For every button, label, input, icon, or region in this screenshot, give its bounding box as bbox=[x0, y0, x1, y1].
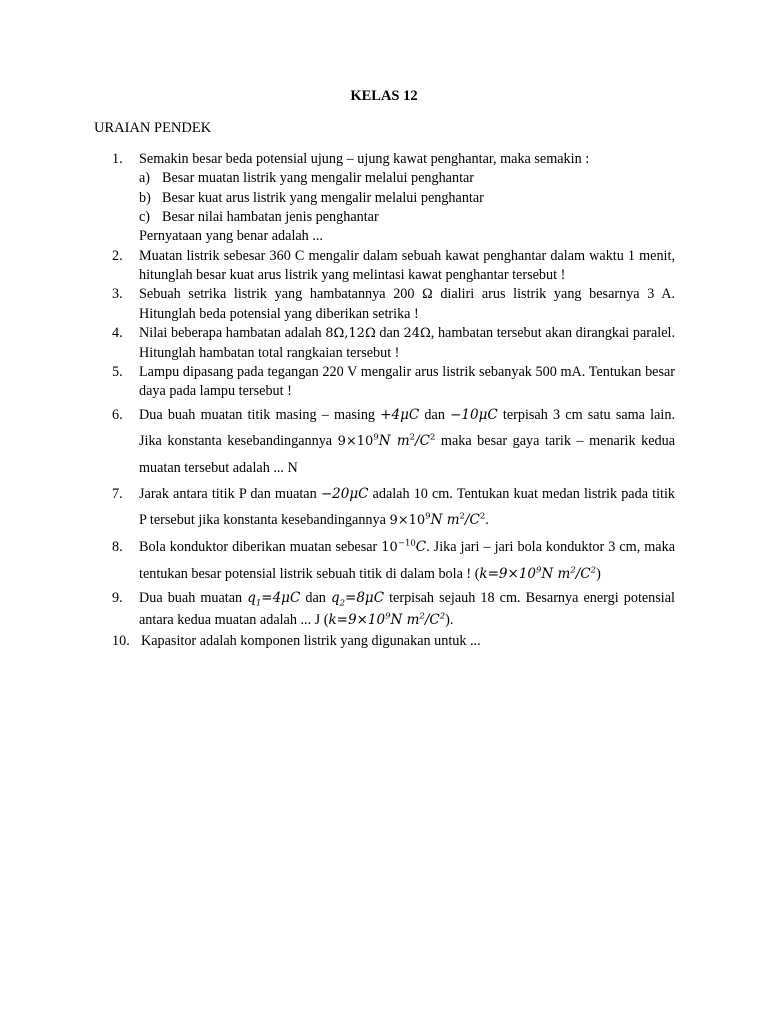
option-a bbox=[139, 169, 675, 188]
question-number: 6. bbox=[112, 406, 123, 423]
math-constant bbox=[479, 566, 596, 582]
option-text: Besar muatan listrik yang mengalir melalui penghantar bbox=[162, 170, 475, 187]
math-value: =4μC bbox=[261, 590, 301, 607]
math-unit: /C bbox=[464, 511, 480, 528]
text-run: dan bbox=[375, 325, 404, 342]
math-base: 9×10 bbox=[337, 433, 374, 449]
question-text bbox=[139, 481, 675, 534]
math-constant bbox=[389, 513, 485, 528]
text-run: terpisah 3 cm satu sama lain. Jika konstanta kesebandingannya bbox=[139, 406, 675, 449]
text-run: maka besar gaya tarik – menarik kedua muatan tersebut adalah ... N bbox=[139, 432, 675, 476]
option-c bbox=[139, 208, 675, 227]
question-text bbox=[139, 324, 675, 363]
math-unit: N m bbox=[541, 566, 571, 583]
text-run: ). bbox=[445, 612, 454, 629]
question-number: 2. bbox=[112, 247, 123, 264]
question-footer: Pernyataan yang benar adalah ... bbox=[139, 228, 323, 245]
option-label: a) bbox=[139, 170, 151, 187]
option-text: Besar nilai hambatan jenis penghantar bbox=[162, 208, 379, 225]
text-run: ) bbox=[596, 566, 601, 583]
question-text: Muatan listrik sebesar 360 C mengalir dalam sebuah kawat penghantar dalam waktu 1 menit, hitunglah besar kuat arus listrik yang melintasi kawat penghantar tersebut ! bbox=[139, 247, 675, 283]
math-charge-q1 bbox=[247, 590, 301, 610]
question-number: 4. bbox=[112, 325, 123, 342]
math-constant bbox=[338, 434, 436, 449]
math-exponent: 9 bbox=[385, 611, 391, 622]
question-number: 7. bbox=[112, 485, 123, 502]
math-base: k=9×10 bbox=[328, 612, 386, 629]
question-text bbox=[139, 402, 675, 481]
math-exponent: 2 bbox=[570, 565, 576, 576]
question-item-10 bbox=[112, 632, 675, 651]
question-text bbox=[139, 587, 675, 631]
option-label: c) bbox=[139, 208, 151, 225]
math-charge: +4μC bbox=[380, 406, 420, 423]
question-number: 5. bbox=[112, 364, 123, 381]
math-unit: /C bbox=[424, 612, 440, 629]
question-item-9 bbox=[112, 587, 675, 631]
math-base: k=9×10 bbox=[479, 566, 536, 583]
question-item-1 bbox=[112, 150, 675, 246]
math-charge: −20μC bbox=[320, 485, 369, 502]
math-unit: /C bbox=[415, 432, 430, 449]
question-text bbox=[139, 534, 675, 587]
question-item-6 bbox=[112, 402, 675, 481]
question-list bbox=[112, 150, 675, 651]
text-run: . bbox=[485, 511, 489, 528]
math-resistances: 8Ω,12Ω bbox=[325, 326, 376, 342]
math-base: 10 bbox=[381, 540, 398, 556]
math-exponent: 2 bbox=[590, 565, 597, 576]
math-unit: /C bbox=[575, 566, 591, 583]
math-exponent: 2 bbox=[479, 511, 486, 522]
math-exponent: 2 bbox=[409, 432, 416, 443]
question-text: Lampu dipasang pada tegangan 220 V mengalir arus listrik sebanyak 500 mA. Tentukan besar daya pada lampu tersebut ! bbox=[139, 364, 675, 400]
math-charge-q2 bbox=[330, 590, 385, 610]
math-unit: C bbox=[415, 539, 427, 556]
question-item-7 bbox=[112, 481, 675, 534]
math-exponent: 2 bbox=[419, 611, 425, 622]
question-item-3 bbox=[112, 285, 675, 324]
option-text: Besar kuat arus listrik yang mengalir melalui penghantar bbox=[162, 189, 484, 206]
question-item-4 bbox=[112, 324, 675, 363]
text-run: . Jika jari – jari bola konduktor 3 cm, maka tentukan besar potensial listrik sebuah titik di dalam bola ! ( bbox=[139, 539, 675, 583]
question-item-2 bbox=[112, 247, 675, 286]
math-value: =8μC bbox=[345, 590, 385, 607]
text-run: adalah 10 cm. Tentukan kuat medan listrik pada titik P tersebut jika konstanta kesebandingannya bbox=[139, 485, 675, 528]
text-run: Jarak antara titik P dan muatan bbox=[139, 485, 321, 502]
text-run: dan bbox=[419, 406, 451, 423]
question-item-5 bbox=[112, 363, 675, 402]
math-unit: N m bbox=[430, 511, 460, 528]
math-symbol: q bbox=[330, 590, 340, 607]
math-subscript: 2 bbox=[339, 599, 346, 610]
option-b bbox=[139, 189, 675, 208]
math-resistance: 24Ω bbox=[403, 326, 431, 342]
math-exponent: 2 bbox=[439, 611, 446, 622]
text-run: Dua buah muatan bbox=[139, 590, 248, 607]
math-symbol: q bbox=[247, 590, 256, 607]
math-constant bbox=[328, 612, 445, 628]
math-exponent: 9 bbox=[425, 511, 431, 522]
page-title: KELAS 12 bbox=[350, 88, 418, 104]
question-number: 3. bbox=[112, 286, 123, 303]
text-run: Dua buah muatan titik masing – masing bbox=[139, 406, 381, 423]
math-unit: N m bbox=[378, 432, 410, 449]
question-number: 8. bbox=[112, 539, 123, 556]
text-run: , hambatan tersebut akan dirangkai paralel. Hitunglah hambatan total rangkaian tersebut ! bbox=[139, 325, 675, 361]
math-charge bbox=[381, 540, 426, 555]
text-run: Bola konduktor diberikan muatan sebesar bbox=[139, 539, 382, 556]
option-label: b) bbox=[139, 189, 151, 206]
math-exponent: 2 bbox=[429, 432, 436, 443]
question-number: 9. bbox=[112, 590, 123, 607]
math-exponent: 9 bbox=[373, 432, 379, 443]
math-exponent: −10 bbox=[397, 538, 416, 549]
question-text: Kapasitor adalah komponen listrik yang digunakan untuk ... bbox=[141, 632, 481, 649]
text-run: terpisah sejauh 18 cm. Besarnya energi potensial antara kedua muatan adalah ... J ( bbox=[139, 590, 675, 629]
math-charge: −10μC bbox=[450, 406, 498, 423]
question-number: 10. bbox=[112, 632, 130, 649]
question-number: 1. bbox=[112, 151, 123, 167]
text-run: Nilai beberapa hambatan adalah bbox=[139, 325, 326, 342]
math-base: 9×10 bbox=[389, 512, 426, 528]
math-exponent: 2 bbox=[459, 511, 465, 522]
text-run: dan bbox=[300, 590, 331, 607]
question-text: Semakin besar beda potensial ujung – ujung kawat penghantar, maka semakin : bbox=[139, 151, 590, 167]
math-exponent: 9 bbox=[536, 565, 542, 576]
question-item-8 bbox=[112, 534, 675, 587]
math-unit: N m bbox=[390, 612, 420, 629]
question-text: Sebuah setrika listrik yang hambatannya 200 Ω dialiri arus listrik yang besarnya 3 A. Hitunglah beda potensial yang diberikan setrika ! bbox=[139, 286, 675, 322]
math-subscript: 1 bbox=[255, 599, 262, 610]
section-heading: URAIAN PENDEK bbox=[94, 120, 212, 136]
